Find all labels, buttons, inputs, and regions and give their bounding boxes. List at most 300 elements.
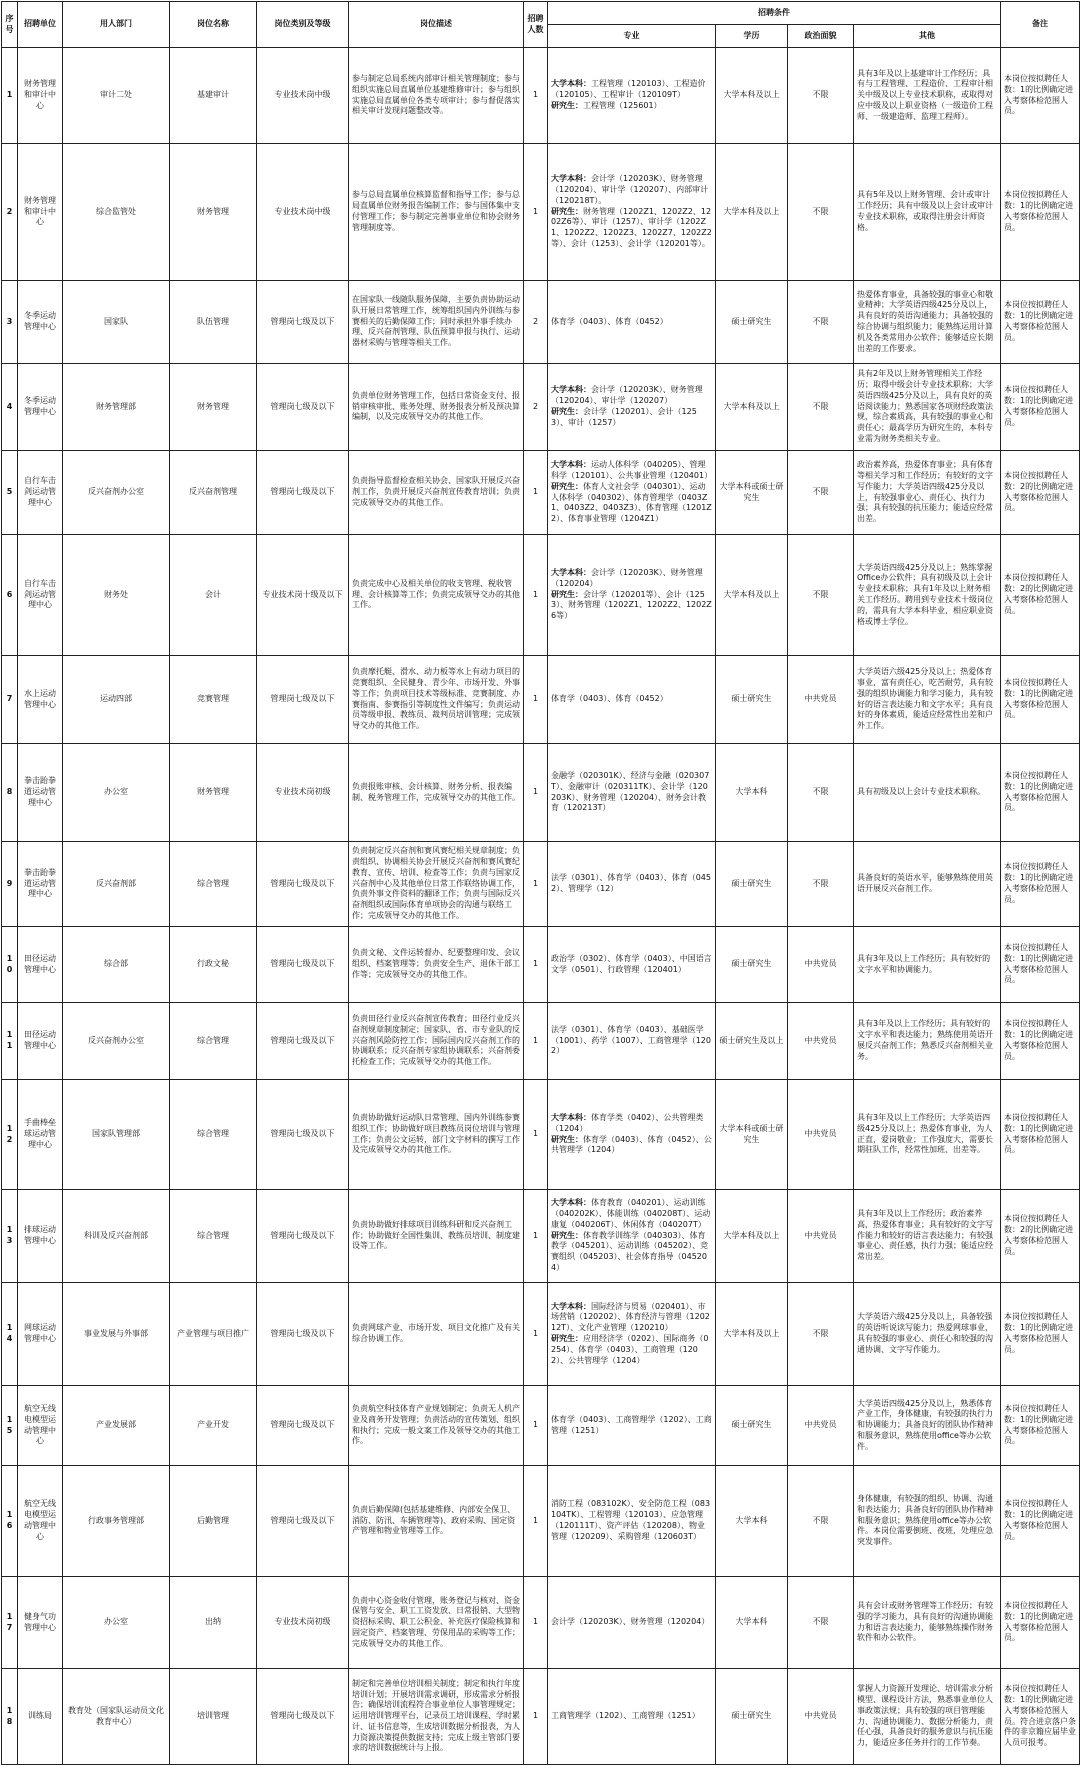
cell-seq: 7 <box>2 656 18 744</box>
table-row <box>2 744 1080 842</box>
major-line <box>551 873 712 895</box>
cell-other: 具有3年及以上工作经历；大学英语四级425分及以上；热爱体育事业，为人正直，爱岗敬业；工作强度大，需要长期驻队工作，经常性加班、出差等。 <box>854 1080 1001 1190</box>
cell-unit: 排球运动管理中心 <box>18 1190 63 1283</box>
major-label: 研究生： <box>551 1334 583 1343</box>
table-row <box>2 144 1080 281</box>
cell-position: 会计 <box>170 535 257 656</box>
header-seq: 序号 <box>2 2 18 48</box>
cell-seq: 16 <box>2 1466 18 1577</box>
major-line <box>551 207 712 250</box>
table-row <box>2 364 1080 451</box>
cell-other: 具有5年及以上财务管理、会计或审计工作经历；具有中级及以上会计或审计专业技术职称，或取得注册会计师资格。 <box>854 144 1001 281</box>
cell-political: 中共党员 <box>788 1669 854 1765</box>
major-text: 体育教育（040201）、运动训练（040202K）、体能训练（040208T）、运动康复（040206T）、休闲体育（040207T） <box>551 1198 711 1229</box>
cell-political: 中共党员 <box>788 1080 854 1190</box>
cell-description: 负责田径行业反兴奋剂宣传教育；田径行业反兴奋剂规章制度制定；国家队、省、市专业队的反兴奋剂风险防控工作；国际国内反兴奋剂工作的协调联系；反兴奋剂专家组协调联系；兴奋剂委托检查工作；完成领导交办的其他工作。 <box>349 1003 524 1080</box>
cell-seq: 13 <box>2 1190 18 1283</box>
cell-unit: 自行车击剑运动管理中心 <box>18 451 63 535</box>
cell-seq: 14 <box>2 1283 18 1386</box>
table-row <box>2 1577 1080 1669</box>
cell-dept: 国家队管理部 <box>63 1080 170 1190</box>
cell-position: 行政文秘 <box>170 927 257 1003</box>
cell-education: 大学本科 <box>716 1577 788 1669</box>
cell-major <box>548 656 716 744</box>
major-line <box>551 954 712 976</box>
cell-education: 大学本科及以上 <box>716 48 788 144</box>
cell-description: 负责报账审核、会计核算、财务分析、报表编制、税务管理工作，完成领导交办的其他工作。 <box>349 744 524 842</box>
cell-unit: 拳击跆拳道运动管理中心 <box>18 842 63 927</box>
cell-major <box>548 48 716 144</box>
cell-political: 中共党员 <box>788 1190 854 1283</box>
major-text: 工程管理（120103）、工程造价（120105）、工程审计（120109T） <box>551 79 706 100</box>
cell-other: 热爱体育事业，具备较强的事业心和敬业精神；大学英语四级425分及以上，具有良好的英语沟通能力；具备较强的综合协调与组织能力；能熟练运用计算机及各类常用办公软件；能够适应长期出差的工作要求。 <box>854 281 1001 364</box>
cell-position: 反兴奋剂管理 <box>170 451 257 535</box>
cell-dept: 事业发展与外事部 <box>63 1283 170 1386</box>
cell-description: 负责文秘、文件运转督办、纪要整理印发、会议组织、档案管理等；负责安全生产、退休干部工作等；完成领导交办的其他工作。 <box>349 927 524 1003</box>
major-line <box>551 1302 712 1334</box>
major-label: 研究生： <box>551 1230 583 1240</box>
cell-major <box>548 1386 716 1466</box>
cell-description: 负责中心资金收付管理，账务登记与核对、资金保管与安全、职工工资发放、日常报销、大型物资招标采购、职工公积金、补充医疗保险核算和固定资产、档案管理、劳保用品的采购等工作；完成领导交办的其他工作。 <box>349 1577 524 1669</box>
cell-seq: 8 <box>2 744 18 842</box>
cell-count: 1 <box>524 1386 548 1466</box>
cell-education: 大学本科或硕士研究生 <box>716 1080 788 1190</box>
cell-education: 大学本科及以上 <box>716 1190 788 1283</box>
table-row <box>2 1003 1080 1080</box>
cell-remarks: 本岗位按拟聘任人数：1的比例确定进入考察体检范围人员。 <box>1001 927 1080 1003</box>
cell-unit: 财务管理和审计中心 <box>18 48 63 144</box>
cell-description: 负责制定反兴奋剂和赛风赛纪相关规章制度；负责组织、协调相关协会开展反兴奋剂和赛风赛纪教育、宣传、培训、检查等工作；负责与国家反兴奋剂中心及其他单位日常工作联络协调工作，负责外事文件资料的翻译工作；负责与国际反兴奋剂组织或国际体育单项协会的沟通与联络工作；完成领导交办的其他工作。 <box>349 842 524 927</box>
header-remarks: 备注 <box>1001 2 1080 48</box>
cell-major <box>548 1466 716 1577</box>
cell-remarks: 本岗位按拟聘任人数：2的比例确定进入考察体检范围人员。 <box>1001 1190 1080 1283</box>
major-label: 研究生： <box>551 481 583 491</box>
cell-category: 管理岗七级及以下 <box>257 1080 349 1190</box>
cell-political: 不限 <box>788 364 854 451</box>
cell-major <box>548 842 716 927</box>
major-text: 金融学（020301K）、经济与金融（020307T）、金融审计（020311TK）、会计学（120203K）、财务管理（120204）、财务会计教育（120213T） <box>551 770 710 813</box>
cell-position: 出纳 <box>170 1577 257 1669</box>
cell-major <box>548 451 716 535</box>
major-line <box>551 101 712 112</box>
cell-dept: 科训及反兴奋剂部 <box>63 1190 170 1283</box>
cell-category: 管理岗七级及以下 <box>257 1386 349 1466</box>
header-conditions: 招聘条件 <box>548 2 1001 25</box>
major-text: 体育学（0403）、工商管理学（1202）、工商管理（1251） <box>551 1414 712 1435</box>
major-line <box>551 1617 712 1628</box>
cell-description: 负责摩托艇、滑水、动力板等水上有动力项目的竞赛组织、全民健身、青少年、市场开发、外事等工作；负责项目技术等级标准、竞赛制度、办赛指南、参赛指引等制度性文件编写；负责运动员等级申报、教练员、裁判员培训管理；完成领导交办的其他工作。 <box>349 656 524 744</box>
cell-remarks: 本岗位按拟聘任人数：1的比例确定进入考察体检范围人员。 <box>1001 1283 1080 1386</box>
cell-remarks: 本岗位按拟聘任人数：1的比例确定进入考察体检范围人员。 <box>1001 1386 1080 1466</box>
cell-seq: 3 <box>2 281 18 364</box>
cell-count: 1 <box>524 535 548 656</box>
major-line <box>551 1113 712 1135</box>
cell-other: 具备良好的英语水平，能够熟练使用英语开展反兴奋剂工作。 <box>854 842 1001 927</box>
major-label: 大学本科： <box>551 174 591 184</box>
cell-major <box>548 535 716 656</box>
cell-category: 管理岗七级及以下 <box>257 1466 349 1577</box>
cell-dept: 综合部 <box>63 927 170 1003</box>
cell-unit: 航空无线电模型运动管理中心 <box>18 1386 63 1466</box>
major-label: 大学本科： <box>551 568 591 577</box>
cell-seq: 12 <box>2 1080 18 1190</box>
cell-count: 1 <box>524 744 548 842</box>
cell-education: 大学本科及以上 <box>716 144 788 281</box>
cell-unit: 拳击跆拳道运动管理中心 <box>18 744 63 842</box>
cell-education: 大学本科及以上 <box>716 535 788 656</box>
header-education: 学历 <box>716 25 788 48</box>
major-text: 会计学（120203K）、财务管理（120204） <box>551 1617 710 1627</box>
cell-count: 2 <box>524 281 548 364</box>
cell-category: 管理岗七级及以下 <box>257 842 349 927</box>
cell-education: 硕士研究生 <box>716 656 788 744</box>
cell-dept: 财务管理部 <box>63 364 170 451</box>
cell-seq: 17 <box>2 1577 18 1669</box>
major-text: 会计学（120201等）、会计（1253）、财务管理（1202Z1、1202Z2、1202Z6等） <box>551 589 712 621</box>
major-text: 消防工程（083102K）、安全防范工程（083104TK）、工程管理（120103）、应急管理（120111T）、资产评估（120208）、物业管理（120209）、采购管理（120603T） <box>551 1499 711 1541</box>
cell-count: 1 <box>524 1577 548 1669</box>
major-text: 运动人体科学（040205）、管理科学（120101）、公共事业管理（120401） <box>551 460 713 480</box>
cell-position: 财务管理 <box>170 744 257 842</box>
cell-remarks: 本岗位按拟聘任人数：1的比例确定进入考察体检范围人员。 <box>1001 1003 1080 1080</box>
cell-remarks: 本岗位按拟聘任人数：1的比例确定进入考察体检范围人员。 <box>1001 364 1080 451</box>
cell-seq: 5 <box>2 451 18 535</box>
cell-other: 大学英语六级425分及以上，具备较强的英语听说读写能力；热爱网球事业，具有较强的事业心、责任心和较强的沟通协调、文字写作能力。 <box>854 1283 1001 1386</box>
cell-unit: 训练局 <box>18 1669 63 1765</box>
cell-dept: 反兴奋剂办公室 <box>63 451 170 535</box>
table-row <box>2 1669 1080 1765</box>
cell-unit: 冬季运动管理中心 <box>18 364 63 451</box>
major-label: 研究生： <box>551 206 583 216</box>
cell-unit: 财务管理和审计中心 <box>18 144 63 281</box>
major-label: 研究生： <box>551 1134 583 1144</box>
cell-other: 大学英语四级425分及以上，熟悉体育产业工作，身体健康，有较强的执行力和协调能力；具备良好的团队协作精神和服务意识，熟练使用office等办公软件。 <box>854 1386 1001 1466</box>
cell-political: 不限 <box>788 451 854 535</box>
header-major: 专业 <box>548 25 716 48</box>
cell-count: 1 <box>524 451 548 535</box>
cell-education: 大学本科 <box>716 744 788 842</box>
cell-remarks: 本岗位按拟聘任人数：1的比例确定进入考察体检范围人员。 <box>1001 744 1080 842</box>
cell-position: 财务管理 <box>170 364 257 451</box>
cell-remarks: 本岗位按拟聘任人数：1的比例确定进入考察体检范围人员。 <box>1001 842 1080 927</box>
cell-major <box>548 1669 716 1765</box>
major-line <box>551 407 712 429</box>
cell-political: 中共党员 <box>788 1386 854 1466</box>
cell-unit: 水上运动管理中心 <box>18 656 63 744</box>
table-row <box>2 535 1080 656</box>
cell-seq: 1 <box>2 48 18 144</box>
header-unit: 招聘单位 <box>18 2 63 48</box>
cell-political: 不限 <box>788 1283 854 1386</box>
major-text: 工程管理（125601） <box>583 100 662 110</box>
major-line <box>551 590 712 622</box>
cell-education: 硕士研究生 <box>716 1669 788 1765</box>
cell-position: 综合管理 <box>170 1080 257 1190</box>
cell-count: 1 <box>524 144 548 281</box>
cell-unit: 航空无线电模型运动管理中心 <box>18 1466 63 1577</box>
cell-dept: 教育处（国家队运动员文化教育中心） <box>63 1669 170 1765</box>
cell-position: 综合管理 <box>170 1003 257 1080</box>
table-body <box>2 48 1080 1765</box>
major-line <box>551 317 712 328</box>
cell-education: 大学本科或硕士研究生 <box>716 451 788 535</box>
cell-remarks: 本岗位按拟聘任人数：1的比例确定进入考察体检范围人员。 <box>1001 144 1080 281</box>
cell-remarks: 本岗位按拟聘任人数：2的比例确定进入考察体检范围人员。 <box>1001 451 1080 535</box>
cell-description: 在国家队一线随队服务保障，主要负责协助运动队开展日常管理工作，统筹组织国内外训练与参赛相关的后勤保障工作；同时承担外事手续办理、反兴奋剂管理、队伍预算申报与执行、运动器材采购与管理等相关工作。 <box>349 281 524 364</box>
cell-count: 1 <box>524 656 548 744</box>
cell-remarks: 本岗位按拟聘任人数：1的比例确定进入考察体检范围人员。 <box>1001 48 1080 144</box>
cell-political: 中共党员 <box>788 1003 854 1080</box>
cell-other: 大学英语六级425分及以上；热爱体育事业，富有责任心，吃苦耐劳，具有较强的组织协调能力和学习能力，具有较好的语言表达能力和文字水平；具有良好的身体素质，能适应经常性出差和户外工作。 <box>854 656 1001 744</box>
cell-other: 具有3年及以上工作经历；具有较好的文字水平和协调能力。 <box>854 927 1001 1003</box>
table-row <box>2 48 1080 144</box>
major-label: 大学本科： <box>551 460 591 470</box>
cell-description: 负责指导监督检查相关协会、国家队开展反兴奋剂工作，负责开展反兴奋剂宣传教育培训；负责完成领导交办的其他工作。 <box>349 451 524 535</box>
cell-category: 管理岗七级及以下 <box>257 451 349 535</box>
major-text: 会计学（120203K）、财务管理（120204）、审计学（120207）、内部审计（120218T）。 <box>551 174 709 205</box>
cell-political: 不限 <box>788 535 854 656</box>
major-line <box>551 79 712 101</box>
cell-seq: 15 <box>2 1386 18 1466</box>
cell-dept: 产业发展部 <box>63 1386 170 1466</box>
header-position: 岗位名称 <box>170 2 257 48</box>
major-line <box>551 694 712 705</box>
cell-dept: 反兴奋剂办公室 <box>63 1003 170 1080</box>
cell-dept: 反兴奋剂部 <box>63 842 170 927</box>
cell-unit: 冬季运动管理中心 <box>18 281 63 364</box>
cell-unit: 田径运动管理中心 <box>18 927 63 1003</box>
cell-education: 硕士研究生 <box>716 842 788 927</box>
cell-political: 中共党员 <box>788 656 854 744</box>
major-label: 大学本科： <box>551 385 591 395</box>
cell-description: 负责航空科技体育产业规划制定；负责无人机产业及商务开发管理；负责活动的宣传策划、组织和执行；完成一般文案工作及领导交办的其他工作。 <box>349 1386 524 1466</box>
cell-unit: 田径运动管理中心 <box>18 1003 63 1080</box>
cell-major <box>548 144 716 281</box>
table-row <box>2 281 1080 364</box>
cell-dept: 财务处 <box>63 535 170 656</box>
major-text: 体育学（0403）、体育（0452） <box>551 694 668 704</box>
cell-dept: 审计二处 <box>63 48 170 144</box>
major-text: 体育学类（0402）、公共管理类（1204） <box>551 1112 704 1133</box>
cell-education: 硕士研究生 <box>716 1386 788 1466</box>
cell-remarks: 本岗位按拟聘任人数：2的比例确定进入考察体检范围人员。 <box>1001 535 1080 656</box>
cell-category: 专业技术岗中级 <box>257 144 349 281</box>
cell-political: 不限 <box>788 744 854 842</box>
cell-description: 负责协助做好排球项目训练科研和反兴奋剂工作；协助做好全国性集训、教练员培训、制度建设等工作。 <box>349 1190 524 1283</box>
cell-unit: 手曲棒垒球运动管理中心 <box>18 1080 63 1190</box>
cell-position: 综合管理 <box>170 1190 257 1283</box>
cell-unit: 网球运动管理中心 <box>18 1283 63 1386</box>
header-other: 其他 <box>854 25 1001 48</box>
major-text: 应用经济学（0202）、国际商务（0254）、体育学（0403）、工商管理（1202）、公共管理学（1204） <box>551 1334 709 1365</box>
cell-category: 管理岗七级及以下 <box>257 281 349 364</box>
cell-other: 具有2年及以上财务管理相关工作经历；取得中级会计专业技术职称；大学英语四级425分及以上，具有良好的英语阅读能力；熟悉国家各项财经政策法规，综合素质高，具有较强的事业心和责任心；最高学历为研究生的，本科专业需为财务类相关专业。 <box>854 364 1001 451</box>
major-line <box>551 482 712 525</box>
cell-major <box>548 1190 716 1283</box>
major-line <box>551 1711 712 1722</box>
cell-category: 管理岗七级及以下 <box>257 364 349 451</box>
cell-major <box>548 1080 716 1190</box>
cell-major <box>548 744 716 842</box>
cell-remarks: 本岗位按拟聘任人数：1的比例确定进入考察体检范围人员。 <box>1001 1080 1080 1190</box>
cell-remarks: 本岗位按拟聘任人数：1的比例确定进入考察体检范围人员。 <box>1001 1466 1080 1577</box>
cell-position: 产业管理与项目推广 <box>170 1283 257 1386</box>
table-row <box>2 451 1080 535</box>
cell-position: 培训管理 <box>170 1669 257 1765</box>
cell-count: 1 <box>524 1080 548 1190</box>
major-line <box>551 568 712 590</box>
major-text: 法学（0301）、体育学（0403）、基础医学（1001）、药学（1007）、工商管理学（1202） <box>551 1024 711 1056</box>
cell-count: 1 <box>524 842 548 927</box>
table-row <box>2 656 1080 744</box>
major-text: 会计学（120203K）、财务管理（120204）、审计学（120207） <box>551 385 703 406</box>
cell-count: 2 <box>524 364 548 451</box>
cell-major <box>548 364 716 451</box>
major-label: 大学本科： <box>551 1198 591 1208</box>
cell-political: 中共党员 <box>788 927 854 1003</box>
header-description: 岗位描述 <box>349 2 524 48</box>
cell-category: 管理岗七级及以下 <box>257 927 349 1003</box>
cell-description: 负责网球产业、市场开发、项目文化推广及有关综合协调工作。 <box>349 1283 524 1386</box>
major-text: 体育人文社会学（040301）、运动人体科学（040302）、体育管理学（0403Z1、0403Z2、0403Z3）、体育管理（1201Z2）、体育事业管理（1204Z1） <box>551 481 712 524</box>
cell-description: 参与制定总局系统内部审计相关管理制度；参与组织实施总局直属单位基建维修审计；参与组织实施总局直属单位各类专项审计；参与督促落实相关审计发现问题整改等。 <box>349 48 524 144</box>
cell-other: 具有3年及以上工作经历；政治素养高，热爱体育事业；具有较好的文字写作能力和较好的语言表达能力；有较强事业心、责任感，执行力强；能适应经常出差。 <box>854 1190 1001 1283</box>
cell-description: 制定和完善单位培训相关制度；制定和执行年度培训计划；开展培训需求调研，形成需求分析报告；确保培训流程符合事业单位人事管理规定；运用培训管理平台，记录员工培训课程、学时累计、证书信息等，生成培训数据分析报表，为人力资源决策提供数据支持；完成上级主管部门要求的培训数据统计与上报。 <box>349 1669 524 1765</box>
major-text: 体育教学训练学（040303）、体育教学（045201）、运动训练（045202）、竞赛组织（045203）、社会体育指导（045204） <box>551 1230 709 1272</box>
cell-dept: 综合监管处 <box>63 144 170 281</box>
cell-remarks: 本岗位按拟聘任人数：1的比例确定进入考察体检范围人员。 <box>1001 1577 1080 1669</box>
header-dept: 用人部门 <box>63 2 170 48</box>
cell-education: 大学本科及以上 <box>716 364 788 451</box>
cell-category: 专业技术岗初级 <box>257 744 349 842</box>
cell-category: 管理岗七级及以下 <box>257 1669 349 1765</box>
cell-dept: 办公室 <box>63 1577 170 1669</box>
cell-political: 不限 <box>788 48 854 144</box>
cell-count: 1 <box>524 927 548 1003</box>
cell-seq: 9 <box>2 842 18 927</box>
cell-dept: 国家队 <box>63 281 170 364</box>
major-line <box>551 1231 712 1274</box>
cell-other: 政治素养高，热爱体育事业；具有体育等相关学习和工作经历；有较好的文字写作能力；大学英语四级425分及以上，有较强事业心、责任心、执行力强；具有较强的抗压能力；能适应经常出差。 <box>854 451 1001 535</box>
cell-unit: 健身气功管理中心 <box>18 1577 63 1669</box>
major-text: 会计学（120203K）、财务管理（120204） <box>551 568 703 588</box>
cell-education: 硕士研究生及以上 <box>716 1003 788 1080</box>
cell-category: 管理岗七级及以下 <box>257 656 349 744</box>
major-text: 工商管理学（1202）、工商管理（1251） <box>551 1711 700 1721</box>
major-line <box>551 1334 712 1366</box>
cell-description: 负责单位财务管理工作，包括日常资金支付、报销审核审批、账务处理、财务报表分析及预决算编制，以及完成领导交办的其他工作。 <box>349 364 524 451</box>
cell-seq: 2 <box>2 144 18 281</box>
cell-count: 1 <box>524 1669 548 1765</box>
major-line <box>551 771 712 814</box>
cell-remarks: 本岗位按拟聘任人数：1的比例确定进入考察体检范围人员。 <box>1001 281 1080 364</box>
cell-description: 负责后勤保障(包括基建维修、内部安全保卫、消防、防汛、车辆管理等)、政府采购、国定资产管理和物业管理等工作。 <box>349 1466 524 1577</box>
cell-position: 队伍管理 <box>170 281 257 364</box>
cell-position: 竞赛管理 <box>170 656 257 744</box>
cell-category: 专业技术岗初级 <box>257 1577 349 1669</box>
header-count: 招聘人数 <box>524 2 548 48</box>
cell-description: 参与总局直属单位核算监督和指导工作；参与总局直属单位财务报告编制工作；参与国体集中支付管理工作；参与制定完善事业单位和协会财务管理制度等。 <box>349 144 524 281</box>
cell-dept: 办公室 <box>63 744 170 842</box>
cell-position: 后勤管理 <box>170 1466 257 1577</box>
major-text: 财务管理（1202Z1、1202Z2、1202Z6等）、审计（1257）、审计学（1202Z1、1202Z2、1202Z3、1202Z7、1202Z2等）、会计（1253）、会计学（120201等）。 <box>551 206 712 248</box>
cell-other: 具有会计或财务管理等工作经历；有较强的学习能力，具有良好的沟通协调能力和语言表达能力，能够熟练操作财务软件和办公软件。 <box>854 1577 1001 1669</box>
cell-position: 综合管理 <box>170 842 257 927</box>
major-label: 大学本科： <box>551 1301 591 1311</box>
table-row <box>2 1080 1080 1190</box>
table-row <box>2 1386 1080 1466</box>
cell-seq: 10 <box>2 927 18 1003</box>
cell-remarks: 本岗位按拟聘任人数：1的比例确定进入考察体检范围人员。 <box>1001 656 1080 744</box>
table-row <box>2 927 1080 1003</box>
cell-category: 管理岗七级及以下 <box>257 1190 349 1283</box>
cell-seq: 11 <box>2 1003 18 1080</box>
cell-major <box>548 1003 716 1080</box>
recruitment-table <box>1 1 1080 1765</box>
cell-position: 基建审计 <box>170 48 257 144</box>
cell-other: 具有初级及以上会计专业技术职称。 <box>854 744 1001 842</box>
cell-other: 大学英语四级425分及以上；熟练掌握Office办公软件；具有初级及以上会计专业技术职称；具有1年及以上财务相关工作经历。聘用到专业技术十级岗位的，需具有大学本科毕业，相应职业资格或博士学位。 <box>854 535 1001 656</box>
cell-education: 大学本科 <box>716 1466 788 1577</box>
cell-other: 具有3年及以上基建审计工作经历；具有与工程管理、工程造价、工程审计相关中级及以上专业技术职称，或取得对应中级及以上职业资格（一级造价工程师、一级建造师、监理工程师）。 <box>854 48 1001 144</box>
major-label: 研究生： <box>551 100 583 110</box>
cell-count: 1 <box>524 1466 548 1577</box>
major-line <box>551 1135 712 1157</box>
major-label: 大学本科： <box>551 1112 591 1122</box>
major-line <box>551 460 712 482</box>
cell-seq: 6 <box>2 535 18 656</box>
cell-dept: 运动四部 <box>63 656 170 744</box>
table-row <box>2 842 1080 927</box>
cell-education: 硕士研究生 <box>716 927 788 1003</box>
cell-major <box>548 1283 716 1386</box>
major-label: 大学本科： <box>551 79 591 89</box>
cell-category: 管理岗七级及以下 <box>257 1283 349 1386</box>
major-line <box>551 1198 712 1230</box>
major-line <box>551 1415 712 1437</box>
table-row <box>2 1466 1080 1577</box>
major-text: 法学（0301）、体育学（0403）、体育（0452）、管理学（12） <box>551 873 711 893</box>
major-line <box>551 174 712 206</box>
cell-seq: 18 <box>2 1669 18 1765</box>
major-line <box>551 1499 712 1542</box>
cell-major <box>548 1577 716 1669</box>
cell-dept: 行政事务管理部 <box>63 1466 170 1577</box>
table-row <box>2 1283 1080 1386</box>
cell-remarks: 本岗位按拟聘任人数：1的比例确定进入考察体检范围人员。符合进京落户条件的非京籍应届毕业人员可报考。 <box>1001 1669 1080 1765</box>
header-political: 政治面貌 <box>788 25 854 48</box>
major-text: 体育学（0403）、体育（0452）、公共管理学（1204） <box>551 1134 712 1155</box>
cell-category: 专业技术岗十级及以下 <box>257 535 349 656</box>
cell-other: 掌握人力资源开发理论、培训需求分析模型、课程设计方法，熟悉事业单位人事政策法规；具有较强的项目管理能力、沟通协调能力、数据分析能力，责任心强，具备良好的服务意识与抗压能力，能适应多任务并行的工作节奏。 <box>854 1669 1001 1765</box>
major-label: 研究生： <box>551 589 583 599</box>
cell-major <box>548 281 716 364</box>
header-category: 岗位类别及等级 <box>257 2 349 48</box>
cell-political: 不限 <box>788 281 854 364</box>
cell-category: 专业技术岗中级 <box>257 48 349 144</box>
cell-position: 财务管理 <box>170 144 257 281</box>
cell-count: 1 <box>524 1283 548 1386</box>
cell-political: 不限 <box>788 842 854 927</box>
cell-count: 1 <box>524 1003 548 1080</box>
cell-count: 1 <box>524 48 548 144</box>
major-line <box>551 385 712 407</box>
cell-political: 不限 <box>788 1577 854 1669</box>
cell-political: 不限 <box>788 144 854 281</box>
major-label: 研究生： <box>551 407 583 416</box>
major-line <box>551 1025 712 1057</box>
cell-political: 不限 <box>788 1466 854 1577</box>
